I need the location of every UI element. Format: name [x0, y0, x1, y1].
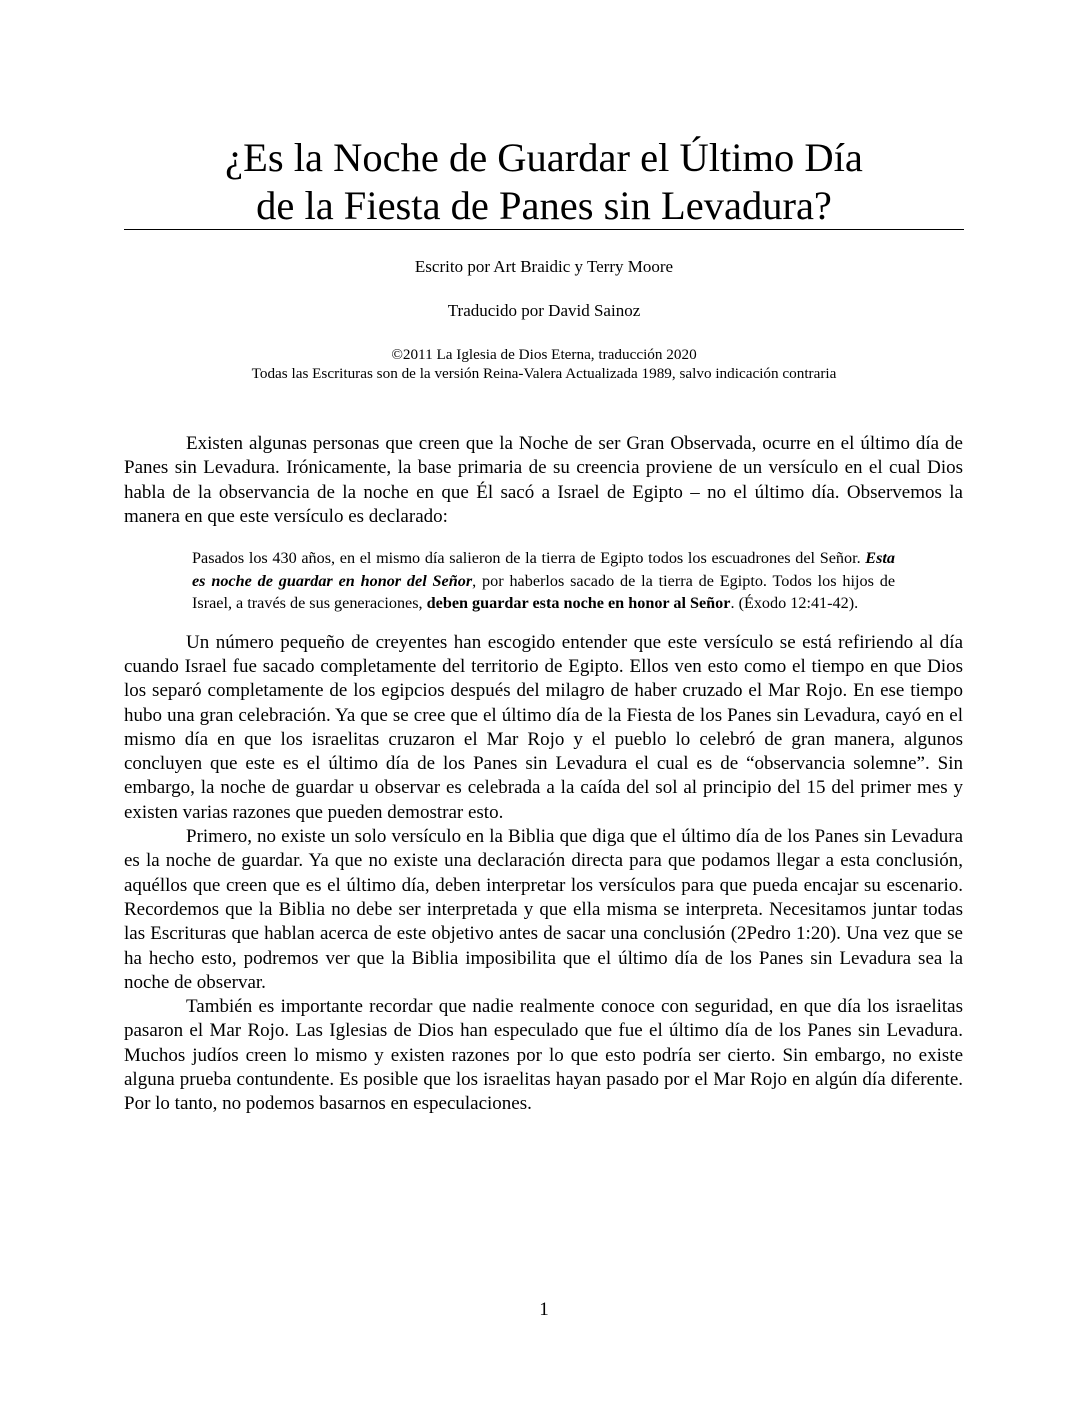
title-line-2: de la Fiesta de Panes sin Levadura?	[256, 183, 832, 228]
document-title	[124, 134, 964, 230]
title-underline	[124, 229, 964, 230]
paragraph-4: También es importante recordar que nadie realmente conoce con seguridad, en que día los israelitas pasaron el Mar Rojo. Las Iglesias de Dios han especulado que fue el último día de los Panes sin Levadura. Muchos judíos creen lo mismo y existen razones por lo que esto podría ser cierto. Sin embargo, no existe alguna prueba contundente. Es posible que los israelitas hayan pasado por el Mar Rojo en algún día diferente. Por lo tanto, no podemos basarnos en especulaciones.	[124, 996, 963, 1115]
copyright-line: ©2011 La Iglesia de Dios Eterna, traducción 2020	[391, 346, 697, 363]
scripture-quote	[192, 547, 895, 615]
quote-emphasis-2: deben guardar esta noche en honor al Señor	[426, 594, 731, 613]
paragraph-3: Primero, no existe un solo versículo en la Biblia que diga que el último día de los Panes sin Levadura es la noche de guardar. Ya que no existe una declaración directa para que podamos llegar a esta conclusión, aquéllos que creen que es el último día, deben interpretar los versículos para que pueda encajar su escenario. Recordemos que la Biblia no debe ser interpretada y que ella misma se interpreta. Necesitamos juntar todas las Escrituras que hablan acerca de este objetivo antes de sacar una conclusión (2Pedro 1:20). Una vez que se ha hecho esto, podremos ver que la Biblia imposibilita que el último día de los Panes sin Levadura sea la noche de observar.	[124, 826, 963, 993]
authors-line: Escrito por Art Braidic y Terry Moore	[414, 257, 674, 276]
page-number: 1	[539, 1299, 549, 1320]
quote-emphasis-1: Esta es noche de guardar en honor del Señor	[192, 549, 895, 590]
title-line-1: ¿Es la Noche de Guardar el Último Día	[225, 135, 863, 180]
quote-text-2: , por haberlos sacado de la tierra de Egipto. Todos los hijos de Israel, a través de sus generaciones,	[192, 571, 896, 613]
translator-line: Traducido por David Sainoz	[447, 301, 641, 320]
quote-text-1: Pasados los 430 años, en el mismo día salieron de la tierra de Egipto todos los escuadrones del Señor.	[192, 549, 866, 568]
quote-text-3: . (Éxodo 12:41-42).	[730, 594, 859, 613]
scripture-note: Todas las Escrituras son de la versión Reina-Valera Actualizada 1989, salvo indicación contraria	[251, 365, 837, 382]
document-body	[124, 432, 963, 1117]
paragraph-1: Existen algunas personas que creen que la Noche de ser Gran Observada, ocurre en el último día de Panes sin Levadura. Irónicamente, la base primaria de su creencia proviene de un versículo en el cual Dios habla de la observancia de la noche en que Él sacó a Israel de Egipto – no el último día. Observemos la manera en que este versículo es declarado:	[124, 433, 963, 527]
paragraph-2: Un número pequeño de creyentes han escogido entender que este versículo se está refiriendo al día cuando Israel fue sacado completamente del territorio de Egipto. Ellos ven esto como el tiempo en que Dios los separó completamente de los egipcios después del milagro de haber cruzado el Mar Rojo. En ese tiempo hubo una gran celebración. Ya que se cree que el último día de la Fiesta de los Panes sin Levadura, cayó en el mismo día en que los israelitas cruzaron el Mar Rojo y el pueblo lo celebró de gran manera, algunos concluyen que este es el último día de los Panes sin Levadura el cual es de “observancia solemne”. Sin embargo, la noche de guardar u observar es celebrada a la caída del sol al principio del 15 del primer mes y existen varias razones que pueden demostrar esto.	[124, 631, 963, 823]
